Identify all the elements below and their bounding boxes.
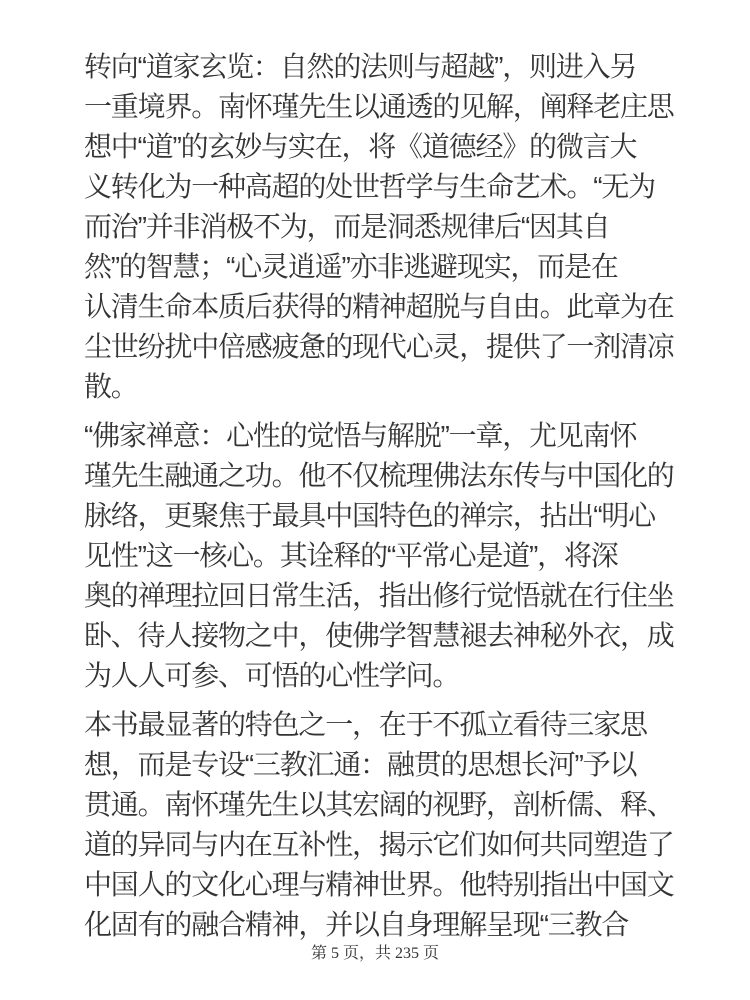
- text-line: 想，而是专设“三教汇通：融贯的思想长河”予以: [84, 749, 637, 780]
- text-line: 奥的禅理拉回日常生活，指出修行觉悟就在行住坐: [84, 580, 674, 611]
- paragraph: [84, 47, 684, 407]
- text-line: 化固有的融合精神，并以自身理解呈现“三教合: [84, 909, 629, 940]
- text-line: 而治”并非消极不为，而是洞悉规律后“因其自: [84, 211, 610, 242]
- text-line: 本书最显著的特色之一，在于不孤立看待三家思: [84, 709, 647, 740]
- text-line: 道的异同与内在互补性，揭示它们如何共同塑造了: [84, 829, 674, 860]
- text-line: 想中“道”的玄妙与实在，将《道德经》的微言大: [84, 131, 637, 162]
- paragraph: [84, 416, 684, 696]
- text-line: 转向“道家玄览：自然的法则与超越”，则进入另: [84, 51, 637, 82]
- text-line: 然”的智慧；“心灵逍遥”亦非逃避现实，而是在: [84, 251, 618, 282]
- text-line: 中国人的文化心理与精神世界。他特别指出中国文: [84, 869, 674, 900]
- text-line: 为人人可参、可悟的心性学问。: [84, 660, 460, 691]
- text-line: 瑾先生融通之功。他不仅梳理佛法东传与中国化的: [84, 460, 674, 491]
- text-line: 卧、待人接物之中，使佛学智慧褪去神秘外衣，成: [84, 620, 674, 651]
- text-line: 贯通。南怀瑾先生以其宏阔的视野，剖析儒、释、: [84, 789, 674, 820]
- text-line: 散。: [84, 371, 138, 402]
- paragraph: [84, 705, 684, 945]
- text-line: 一重境界。南怀瑾先生以通透的见解，阐释老庄思: [84, 91, 674, 122]
- text-line: “佛家禅意：心性的觉悟与解脱”一章，尤见南怀: [84, 420, 637, 451]
- text-line: 脉络，更聚焦于最具中国特色的禅宗，拈出“明心: [84, 500, 655, 531]
- page-number-indicator: 第 5 页，共 235 页: [310, 945, 439, 962]
- text-line: 尘世纷扰中倍感疲惫的现代心灵，提供了一剂清凉: [84, 331, 674, 362]
- text-line: 见性”这一核心。其诠释的“平常心是道”，将深: [84, 540, 618, 571]
- text-line: 义转化为一种高超的处世哲学与生命艺术。“无为: [84, 171, 655, 202]
- text-line: 认清生命本质后获得的精神超脱与自由。此章为在: [84, 291, 674, 322]
- document-body: [84, 47, 684, 954]
